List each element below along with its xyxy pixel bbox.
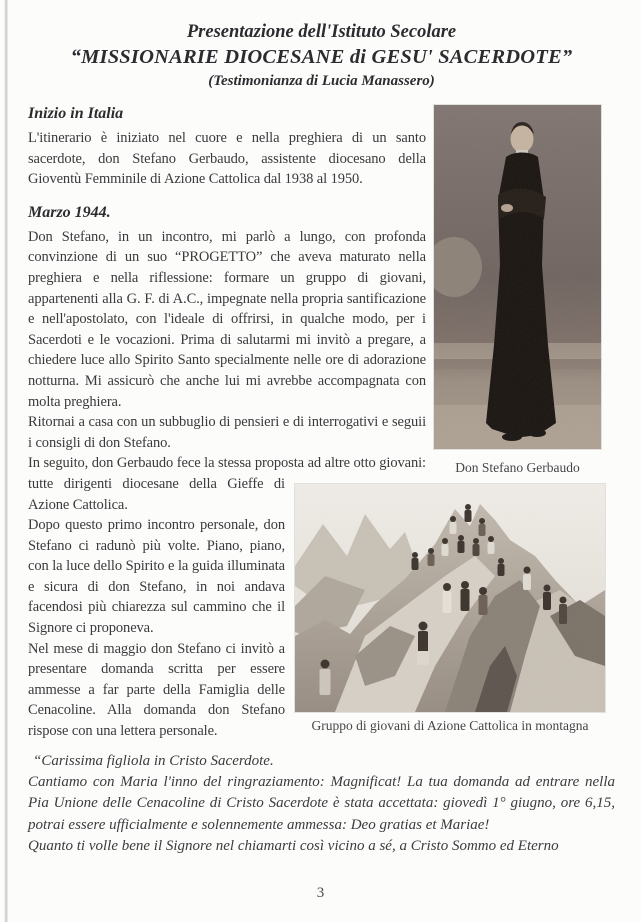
page-number: 3 (316, 885, 325, 901)
mountain-group-photo (295, 484, 605, 712)
figure-caption-mountain: Gruppo di giovani di Azione Cattolica in montagna (311, 718, 589, 733)
title-line-2: “MISSIONARIE DIOCESANE di GESU' SACERDOTE” (70, 46, 573, 68)
section-heading-inizio: Inizio in Italia (28, 105, 124, 122)
paragraph-nel-mese: Nel mese di maggio don Stefano ci invitò a presentare domanda scritta per essere ammesse a far parte della Famiglia delle Cenacoline. Alla domanda don Stefano rispose con una lettera personale. (28, 640, 285, 740)
quote-salutation: “Carissima figliola in Cristo Sacerdote. (33, 752, 274, 769)
paragraph-ritornai: Ritornai a casa con un subbuglio di pensieri e di interrogativi e seguii i consigli di don Stefano. (28, 414, 426, 451)
letter-quote (28, 742, 615, 858)
figure-priest-portrait (434, 105, 601, 476)
quote-continuation: Quanto ti volle bene il Signore nel chiamarti così vicino a sé, a Cristo Sommo ed Eterno (28, 838, 559, 855)
figure-mountain-group (295, 484, 605, 734)
paragraph-itinerario: L'itinerario è iniziato nel cuore e nella preghiera di un santo sacerdote, don Stefano Gerbaudo, assistente diocesano della Gioventù Femminile di Azione Cattolica dal 1938 al 1950. (28, 130, 426, 188)
page-content (28, 20, 615, 858)
document-header (28, 20, 615, 91)
title-line-1: Presentazione dell'Istituto Secolare (186, 22, 457, 42)
title-subtitle: (Testimonianza di Lucia Manassero) (208, 73, 435, 89)
paragraph-dopo-incontro: Dopo questo primo incontro personale, don Stefano ci radunò più volte. Piano, piano, con la luce dello Spirito e la guida illuminata e sicura di don Stefano, in noi andava facendosi più chiarezza sul cammino che il Signore ci proponeva. (28, 517, 285, 637)
figure-caption-priest: Don Stefano Gerbaudo (455, 460, 580, 475)
quote-body: Cantiamo con Maria l'inno del ringraziamento: Magnificat! La tua domanda ad entrare nella Pia Unione delle Cenacoline di Cristo Sacerdote è stata accettata: giovedì 1° giugno, ore 6,15, potrai essere ufficialmente e solennemente ammessa: Deo gratias et Mariae! (28, 774, 615, 833)
paragraph-in-seguito: In seguito, don Gerbaudo fece la stessa proposta ad altre otto giovani: tutte dirigenti diocesane della Gieffe di Azione Cattolica. (28, 455, 426, 513)
priest-portrait-photo (434, 105, 601, 449)
scan-edge-artifact (4, 0, 8, 922)
section-heading-marzo: Marzo 1944. (28, 203, 111, 221)
paragraph-progetto: Don Stefano, in un incontro, mi parlò a lungo, con profonda convinzione di un suo “PROGETTO” che aveva maturato nella preghiera e nella riflessione: formare un gruppo di giovani, appartenenti alla G. F. di A.C., impegnate nella propria santificazione e nell'apostolato, con l'ideale di offrirsi, in qualche modo, per i Sacerdoti e le vocazioni. Prima di salutarmi mi invitò a pregare, a chiedere luce allo Spirito Santo specialmente nelle ore di adorazione notturna. Mi assicurò che anche lui mi avrebbe accompagnata con molta preghiera. (28, 228, 426, 410)
